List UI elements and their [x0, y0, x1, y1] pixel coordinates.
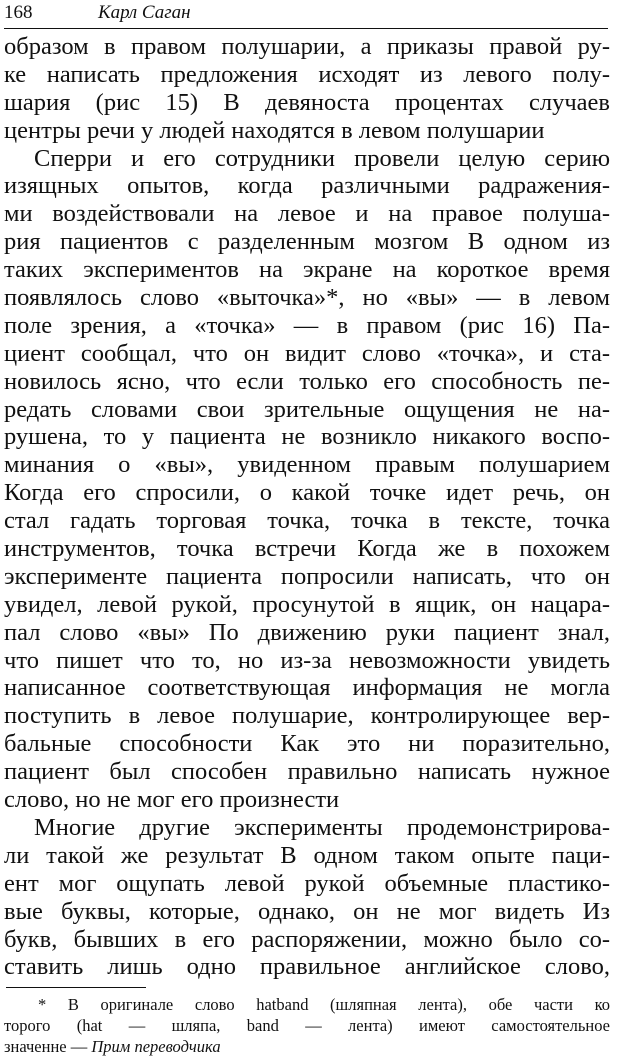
text-line: поле зрения, а «точка» — в правом (рис 16) Па-	[4, 311, 610, 339]
text-line: поступить в левое полушарие, контролирующее вер-	[4, 702, 610, 730]
text-line: Когда его спросили, о какой точке идет речь, он	[4, 479, 610, 507]
text-line: что пишет что то, но из-за невозможности увидеть	[4, 646, 610, 674]
translator-note: Прим переводчика	[91, 1037, 221, 1057]
text-line: увидел, левой рукой, просунутой в ящик, он нацара-	[4, 590, 610, 618]
text-line: стал гадать торговая точка, точка в тексте, точка	[4, 507, 610, 535]
text-line: написанное соответствующая информация не могла	[4, 674, 610, 702]
text-line: появлялось слово «выточка»*, но «вы» — в левом	[4, 284, 610, 312]
text-line: минания о «вы», увиденном правым полушарием	[4, 451, 610, 479]
text-line: циент сообщал, что он видит слово «точка», и ста-	[4, 339, 610, 367]
text-line: бальные способности Как это ни поразительно,	[4, 730, 610, 758]
text-line: слово, но не мог его произнести	[4, 786, 340, 814]
text-line: пал слово «вы» По движению руки пациент знал,	[4, 618, 610, 646]
paragraph-start-line: Многие другие эксперименты продемонстрирова-	[34, 813, 610, 841]
footnote	[4, 994, 610, 1057]
text-line: ент мог ощупать левой рукой объемные пластико-	[4, 869, 610, 897]
text-line: изящных опытов, когда различными радражения-	[4, 172, 610, 200]
text-line: рушена, то у пациента не возникло никакого воспо-	[4, 423, 610, 451]
text-line: новилось ясно, что если только его способность пе-	[4, 367, 610, 395]
text-line: вые буквы, которые, однако, он не мог видеть Из	[4, 897, 610, 925]
text-line: ставить лишь одно правильное английское слово,	[4, 953, 610, 981]
text-line: рия пациентов с разделенным мозгом В одном из	[4, 228, 610, 256]
text-line: центры речи у людей находятся в левом полушарии	[4, 116, 545, 144]
text-line: шария (рис 15) В девяноста процентах случаев	[4, 88, 610, 116]
text-line: таких экспериментов на экране на короткое время	[4, 256, 610, 284]
text-line: инструментов, точка встречи Когда же в похожем	[4, 535, 610, 563]
text-line: ли такой же результат В одном таком опыте паци-	[4, 841, 610, 869]
text-line: ми воздействовали на левое и на правое полуша-	[4, 200, 610, 228]
footnote-line	[4, 1036, 610, 1057]
text-line: эксперименте пациента попросили написать, что он	[4, 562, 610, 590]
footnote-text: значенне —	[4, 1037, 88, 1057]
footnote-line: * В оригинале слово hatband (шляпная лента), обе части ко	[38, 995, 610, 1015]
text-line: пациент был способен правильно написать нужное	[4, 758, 610, 786]
body-text	[4, 33, 610, 981]
text-line: ке написать предложения исходят из левого полу-	[4, 60, 610, 88]
page-header	[4, 0, 608, 29]
text-line: букв, бывших в его распоряжении, можно было со-	[4, 925, 610, 953]
paragraph-start-line: Сперри и его сотрудники провели целую серию	[34, 144, 610, 172]
page-number: 168	[4, 2, 33, 23]
footnote-line: торого (hat — шляпа, band — лента) имеют самостоятельное	[4, 1016, 610, 1036]
running-title: Карл Саган	[98, 2, 191, 23]
text-line: редать словами свои зрительные ощущения не на-	[4, 395, 610, 423]
text-line: образом в правом полушарии, а приказы правой ру-	[4, 33, 610, 60]
footnote-separator	[6, 987, 146, 988]
